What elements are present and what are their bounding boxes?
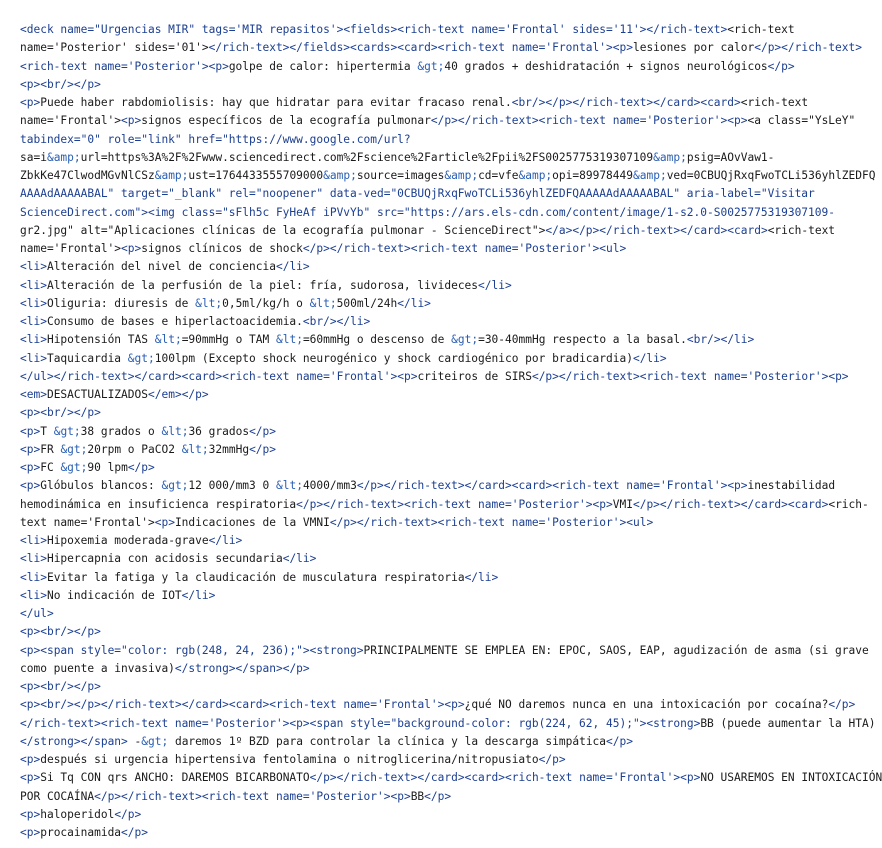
source-line: <p><br/></p> [20, 77, 101, 91]
source-line: <p><br/></p></rich-text></card><card><rich-text name='Frontal'><p>¿qué NO daremos nunca en una intoxicación por cocaína?</p> [20, 698, 856, 712]
source-line: como puente a invasiva)</strong></span></p> [20, 661, 310, 675]
source-line: <p><br/></p> [20, 680, 101, 693]
source-line: <rich-text name='Posterior'><p>golpe de calor: hipertermia &gt;40 grados + deshidratación + signos neurológicos</p> [20, 59, 795, 73]
source-line: <li>Taquicardia &gt;100lpm (Excepto shock neurogénico y shock cardiogénico por bradicardia)</li> [20, 351, 667, 365]
source-line: <p>FR &gt;20rpm o PaCO2 &lt;32mmHg</p> [20, 442, 277, 456]
source-line: <li>Alteración de la perfusión de la piel: fría, sudorosa, livideces</li> [20, 278, 512, 292]
source-line: <p>después si urgencia hipertensiva fentolamina o nitroglicerina/nitropusiato</p> [20, 753, 566, 766]
source-line: name='Posterior' sides='01'></rich-text></fields><cards><card><rich-text name='Frontal'><p>lesiones por calor</p></rich-text> [20, 41, 862, 55]
code-block [20, 21, 882, 842]
source-line: <li>Consumo de bases e hiperlactoacidemia.<br/></li> [20, 315, 371, 328]
source-line: AAAAdAAAAABAL" target="_blank" rel="noopener" data-ved="0CBUQjRxqFwoTCLi536yhlZEDFQAAAAAdAAAAABAL" aria-label="Visitar [20, 187, 815, 201]
source-line: <p>T &gt;38 grados o &lt;36 grados</p> [20, 424, 277, 438]
source-line: <deck name="Urgencias MIR" tags='MIR repasitos'><fields><rich-text name='Frontal' sides='11'></rich-text><rich-text [20, 23, 795, 36]
source-line: hemodinámica en insuficienca respiratoria</p></rich-text><rich-text name='Posterior'><p>VMI</p></rich-text></card><card><rich- [20, 497, 869, 511]
source-line: <p>haloperidol</p> [20, 807, 142, 821]
source-line: <li>Evitar la fatiga y la claudicación de musculatura respiratoria</li> [20, 570, 499, 584]
source-line: <li>Hipoxemia moderada-grave</li> [20, 534, 243, 547]
source-line: gr2.jpg" alt="Aplicaciones clínicas de la ecografía pulmonar - ScienceDirect"></a></p></rich-text></card><card><rich-text [20, 223, 836, 237]
source-line: <li>No indicación de IOT</li> [20, 588, 216, 602]
source-line: POR COCAÍNA</p></rich-text><rich-text name='Posterior'><p>BB</p> [20, 789, 452, 803]
source-line: name='Frontal'><p>signos específicos de la ecografía pulmonar</p></rich-text><rich-text name='Posterior'><p><a class="YsLeY" [20, 114, 856, 128]
source-line: <p><br/></p> [20, 625, 101, 639]
source-line: </rich-text><rich-text name='Posterior'><p><span style="background-color: rgb(224, 62, 45);"><strong>BB (puede aumentar la HTA) [20, 716, 876, 730]
source-line: <li>Hipotensión TAS &lt;=90mmHg o TAM &lt;=60mmHg o descenso de &gt;=30-40mmHg respecto a la basal.<br/></li> [20, 333, 755, 347]
source-line: sa=i&amp;url=https%3A%2F%2Fwww.sciencedirect.com%2Fscience%2Farticle%2Fpii%2FS0025775319307109&amp;psig=AOvVaw1- [20, 150, 775, 164]
source-line: ScienceDirect.com"><img class="sFlh5c FyHeAf iPVvYb" src="https://ars.els-cdn.com/content/image/1-s2.0-S0025775319307109- [20, 205, 835, 219]
source-line: <p>Puede haber rabdomiolisis: hay que hidratar para evitar fracaso renal.<br/></p></rich-text></card><card><rich-text [20, 96, 809, 109]
source-line: <li>Alteración del nivel de conciencia</li> [20, 260, 310, 274]
source-line: name='Frontal'><p>signos clínicos de shock</p></rich-text><rich-text name='Posterior'><ul> [20, 242, 627, 255]
source-line: text name='Frontal'><p>Indicaciones de la VMNI</p></rich-text><rich-text name='Posterior'><ul> [20, 515, 654, 529]
source-line: </strong></span> -&gt; daremos 1º BZD para controlar la clínica y la descarga simpática</p> [20, 734, 633, 748]
source-line: tabindex="0" role="link" href="https://www.google.com/url? [20, 132, 411, 146]
source-line: <p>Glóbulos blancos: &gt;12 000/mm3 0 &lt;4000/mm3</p></rich-text></card><card><rich-text name='Frontal'><p>inestabilidad [20, 479, 836, 493]
source-line: </ul> [20, 607, 54, 620]
source-line: <p>procainamida</p> [20, 826, 148, 839]
source-line: ZbkKe47ClwodMGvNlCSz&amp;ust=1764433555709000&amp;source=images&amp;cd=vfe&amp;opi=89978449&amp;ved=0CBUQjRxqFwoTCLi536yhlZEDFQ [20, 169, 876, 182]
source-line: <p>FC &gt;90 lpm</p> [20, 461, 155, 474]
source-line: <p><span style="color: rgb(248, 24, 236);"><strong>PRINCIPALMENTE SE EMPLEA EN: EPOC, SAOS, EAP, agudización de asma (si grave [20, 643, 869, 657]
source-line: <p><br/></p> [20, 406, 101, 420]
source-line: <p>Si Tq CON qrs ANCHO: DAREMOS BICARBONATO</p></rich-text></card><card><rich-text name='Frontal'><p>NO USAREMOS EN INTOXICACIÓN [20, 771, 882, 785]
source-line: </ul></rich-text></card><card><rich-text name='Frontal'><p>criteiros de SIRS</p></rich-text><rich-text name='Posterior'><p> [20, 369, 849, 383]
source-line: <li>Oliguria: diuresis de &lt;0,5ml/kg/h o &lt;500ml/24h</li> [20, 296, 431, 310]
source-line: <em>DESACTUALIZADOS</em></p> [20, 388, 209, 401]
source-line: <li>Hipercapnia con acidosis secundaria</li> [20, 552, 317, 566]
